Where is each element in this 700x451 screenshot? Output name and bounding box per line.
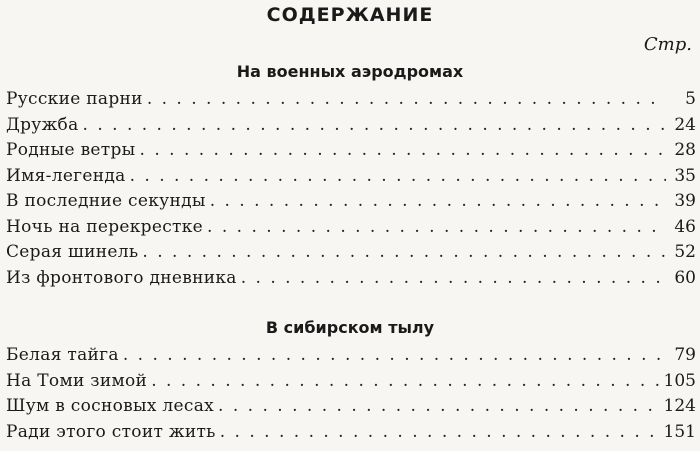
dot-leader (123, 345, 666, 365)
toc-entry-page: 105 (663, 370, 696, 391)
dot-leader (151, 371, 659, 391)
toc-entry[interactable] (6, 217, 696, 243)
page-title: СОДЕРЖАНИЕ (266, 4, 434, 26)
toc-entry-page: 24 (674, 114, 696, 135)
dot-leader (142, 242, 666, 262)
toc-entry-page: 151 (663, 421, 696, 442)
toc-entry-page: 5 (685, 89, 696, 109)
dot-leader (210, 191, 666, 211)
dot-leader (83, 115, 666, 135)
dot-leader (140, 140, 666, 160)
dot-leader (241, 268, 666, 288)
toc-entry-label: Русские парни (6, 89, 143, 109)
toc-entry[interactable] (6, 166, 696, 192)
toc-list (6, 345, 696, 447)
toc-entry[interactable] (6, 89, 696, 115)
toc-entry-label: На Томи зимой (6, 370, 148, 391)
toc-entry-label: Серая шинель (6, 242, 139, 262)
toc-entry-page: 35 (674, 165, 696, 186)
page-column-label: Стр. (643, 34, 692, 55)
toc-entry-page: 124 (663, 396, 696, 416)
toc-entry-label: Родные ветры (6, 140, 136, 160)
toc-entry[interactable] (6, 242, 696, 268)
toc-entry-page: 39 (674, 191, 696, 211)
toc-entry[interactable] (6, 191, 696, 217)
toc-entry[interactable] (6, 268, 696, 294)
toc-entry[interactable] (6, 396, 696, 422)
dot-leader (130, 166, 666, 186)
toc-entry-label: Белая тайга (6, 345, 119, 365)
dot-leader (147, 89, 666, 109)
dot-leader (207, 217, 666, 237)
toc-entry-label: Из фронтового дневника (6, 267, 237, 288)
toc-entry[interactable] (6, 422, 696, 448)
toc-entry-page: 60 (674, 267, 696, 288)
toc-entry-page: 52 (674, 242, 696, 262)
toc-entry-page: 79 (674, 345, 696, 365)
toc-entry[interactable] (6, 345, 696, 371)
toc-list (6, 89, 696, 293)
dot-leader (220, 422, 660, 442)
dot-leader (218, 396, 660, 416)
section-heading: В сибирском тылу (265, 318, 435, 337)
toc-entry-label: Ночь на перекрестке (6, 216, 204, 237)
toc-entry-page: 28 (674, 140, 696, 160)
toc-entry[interactable] (6, 115, 696, 141)
section-heading: На военных аэродромах (236, 62, 464, 81)
toc-entry[interactable] (6, 371, 696, 397)
toc-entry-label: Дружба (6, 114, 79, 135)
toc-entry-label: Шум в сосновых лесах (6, 396, 215, 416)
toc-entry-page: 46 (674, 216, 696, 237)
toc-entry[interactable] (6, 140, 696, 166)
toc-entry-label: Имя-легенда (6, 165, 126, 186)
toc-entry-label: Ради этого стоит жить (6, 421, 216, 442)
toc-entry-label: В последние секунды (6, 191, 206, 211)
